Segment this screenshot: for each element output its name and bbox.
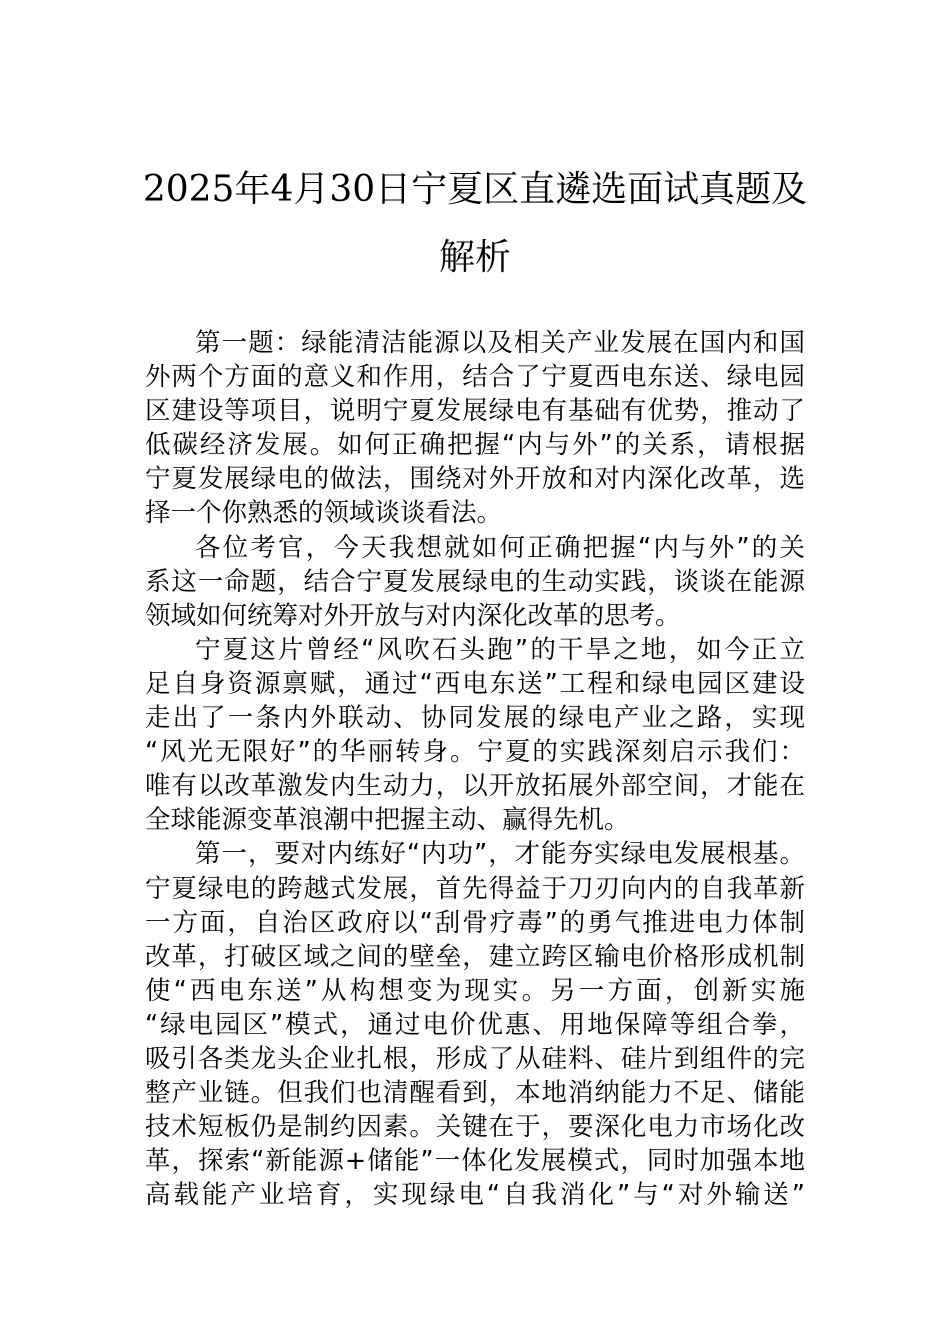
paragraph-line: 使“西电东送”从构想变为现实。另一方面，创新实施 [145,975,805,1006]
paragraph-line: 宁夏绿电的跨越式发展，首先得益于刀刃向内的自我革新 [145,873,805,904]
paragraph-line: 外两个方面的意义和作用，结合了宁夏西电东送、绿电园 [145,362,805,393]
paragraph-line: 革，探索“新能源+储能”一体化发展模式，同时加强本地 [145,1146,805,1177]
paragraph-line: “绿电园区”模式，通过电价优惠、用地保障等组合拳， [145,1009,805,1040]
paragraph-line: “风光无限好”的华丽转身。宁夏的实践深刻启示我们： [145,737,805,768]
paragraph-line: 领域如何统筹对外开放与对内深化改革的思考。 [145,600,681,631]
paragraph-line: 技术短板仍是制约因素。关键在于，要深化电力市场化改 [145,1112,805,1143]
paragraph-line: 系这一命题，结合宁夏发展绿电的生动实践，谈谈在能源 [145,566,805,597]
paragraph-line: 低碳经济发展。如何正确把握“内与外”的关系，请根据 [145,430,805,461]
paragraph-line: 宁夏这片曾经“风吹石头跑”的干旱之地，如今正立 [195,634,805,665]
document-title-line-1: 2025年4月30日宁夏区直遴选面试真题及 [142,169,808,210]
document-body [145,326,805,1212]
paragraph-line: 唯有以改革激发内生动力，以开放拓展外部空间，才能在 [145,771,805,802]
paragraph-line: 足自身资源禀赋，通过“西电东送”工程和绿电园区建设 [145,668,805,699]
paragraph-line: 走出了一条内外联动、协同发展的绿电产业之路，实现 [145,703,805,734]
paragraph-line: 一方面，自治区政府以“刮骨疗毒”的勇气推进电力体制 [145,907,805,938]
paragraph-line: 第一，要对内练好“内功”，才能夯实绿电发展根基。 [195,839,805,870]
paragraph-line: 整产业链。但我们也清醒看到，本地消纳能力不足、储能 [145,1078,805,1109]
paragraph-line: 高载能产业培育，实现绿电“自我消化”与“对外输送” [145,1180,805,1211]
paragraph-line: 各位考官，今天我想就如何正确把握“内与外”的关 [195,532,805,563]
paragraph-line: 全球能源变革浪潮中把握主动、赢得先机。 [145,805,630,836]
paragraph-line: 择一个你熟悉的领域谈谈看法。 [145,498,503,529]
paragraph-line: 第一题：绿能清洁能源以及相关产业发展在国内和国 [195,328,805,358]
paragraph-line: 区建设等项目，说明宁夏发展绿电有基础有优势，推动了 [145,396,805,427]
paragraph-line: 改革，打破区域之间的壁垒，建立跨区输电价格形成机制 [145,941,805,972]
document-title-line-2: 解析 [438,237,511,278]
paragraph-line: 吸引各类龙头企业扎根，形成了从硅料、硅片到组件的完 [145,1043,805,1074]
paragraph-line: 宁夏发展绿电的做法，围绕对外开放和对内深化改革，选 [145,464,805,495]
